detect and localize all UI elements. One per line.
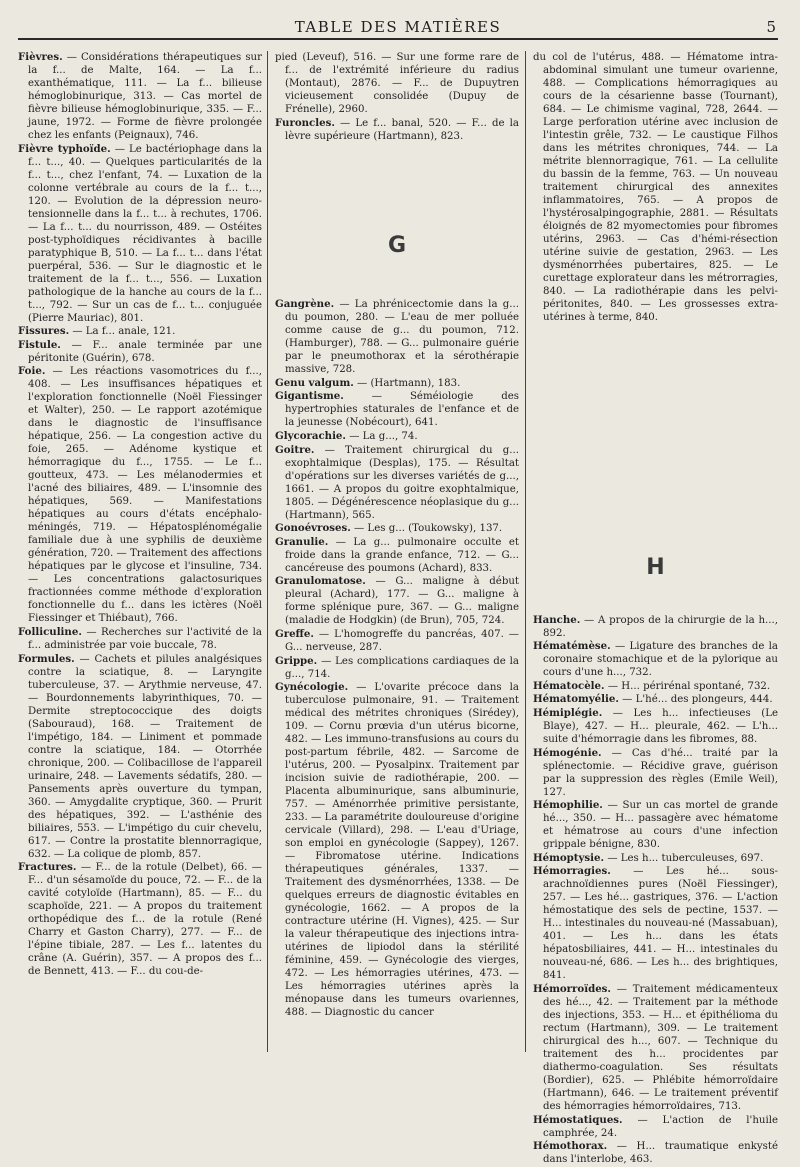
index-entry <box>533 693 778 706</box>
index-entry <box>275 298 519 376</box>
index-entry <box>533 51 778 324</box>
index-term: Fissures. <box>18 325 70 338</box>
entries-col3-top <box>533 51 778 324</box>
index-text: — Considérations thérapeutiques sur la f... de Malte, 164. — La f... exanthématique, 111. — La f... bilieuse hémoglobinurique, 313. — Cas mortel de fièvre bilieuse hémoglobinurique, 335. — F... jaune, 1972. — Forme de fièvre prolongée chez les enfants (Peignaux), 746. <box>28 52 262 141</box>
index-term: Goitre. <box>275 443 315 456</box>
index-text: — La g..., 74. <box>345 430 418 442</box>
index-entry <box>533 852 778 865</box>
index-text: — G... maligne à début pleural (Achard), 177. — G... maligne à forme splénique pure, 367. — G... maligne (maladie de Hodgkin) (de Brun), 705, 724. <box>285 576 519 627</box>
index-text: — Les h... infectieuses (Le Blaye), 427. — H... pleurale, 462. — L'h... suite d'hémorragie dans les fibromes, 88. <box>543 707 778 745</box>
index-entry <box>18 626 262 652</box>
index-term: Hémoptysie. <box>533 851 605 864</box>
index-term: Greffe. <box>275 627 314 640</box>
index-term: Hémogénie. <box>533 746 602 759</box>
index-text: — Les complications cardiaques de la g..., 714. <box>285 655 519 680</box>
index-entry <box>533 983 778 1113</box>
index-entry <box>18 143 262 325</box>
index-text: — L'ovarite précoce dans la tuberculose pulmonaire, 91. — Traitement médical des métrites chroniques (Sirédey), 109. — Cornu prœvia d'un utérus bicorne, 482. — Les immuno-transfusions au cours du post-partum fébrile, 482. — Sarcome de l'utérus, 200. — Pyosalpinx. Traitement par incision suivie de radiothérapie, 200. — Placenta albuminurique, sans albuminurie, 757. — Aménorrhée primitive persistante, 233. — La paramétrite douloureuse d'origine cervicale (Villard), 298. — L'eau d'Uriage, son emploi en gynécologie (Sappey), 1267. — Fibromatose utérine. Indications thérapeutiques générales, 1337. — Traitement des dysménorrhées, 1338. — De quelques erreurs de diagnostic évitables en gynécologie, 1662. — A propos de la contracture utérine (H. Vignes), 425. — Sur la valeur thérapeutique des injections intra-utérines de lipiodol dans la stérilité féminine, 459. — Gynécologie des vierges, 472. — Les hémorragies utérines, 473. — Les hémorragies utérines après la ménopause dans les tumeurs ovariennes, 488. — Diagnostic du cancer <box>285 682 519 1019</box>
index-column-2 <box>275 51 519 1020</box>
index-term: Fièvre typhoïde. <box>18 142 111 155</box>
index-text: — Cachets et pilules analgésiques contre la sciatique, 8. — Laryngite tuberculeuse, 37. — Arythmie nerveuse, 47. — Bourdonnements labyrinthiques, 70. — Dermite streptococcique des doigts (Sabouraud), 168. — Traitement de l'impétigo, 184. — Liniment et pommade contre la sciatique, 184. — Otorrhée chronique, 200. — Colibacillose de l'appareil urinaire, 248. — Lavements sédatifs, 280. — Pansements après ouverture du tympan, 360. — Amygdalite cryptique, 360. — Prurit des hépatiques, 392. — L'asthénie des biliaires, 553. — L'impétigo du cuir chevelu, 617. — Contre la prostatite blennorragique, 632. — La colique de plomb, 857. <box>28 653 262 860</box>
entries-col3-bottom <box>533 614 778 1167</box>
index-term: Gigantisme. <box>275 390 344 403</box>
index-term: Folliculine. <box>18 625 82 638</box>
index-text: — Les réactions vasomotrices du f..., 408. — Les insuffisances hépatiques et l'exploration fonctionnelle (Noël Fiessinger et Walter), 250. — Le rapport azotémique dans le diagnostic de l'insuffisance hépatique, 256. — La congestion active du foie, 265. — Adénome kystique et hémorragique du f..., 1755. — Le f... goutteux, 473. — Les mélanodermies et l'acné des biliaires, 489. — L'insomnie des hépatiques, 569. — Manifestations hépatiques au cours d'états encéphalo-méningés, 719. — Hépatosplénomégalie familiale due à une syphilis de deuxième génération, 720. — Traitement des affections hépatiques par le glycose et l'insuline, 734. — Les concentrations galactosuriques fractionnées comme méthode d'exploration fonctionnelle du f... dans les ictères (Noël Fiessinger et Thiébaut), 766. <box>28 366 262 625</box>
index-entry <box>533 680 778 693</box>
index-text: — Cas d'hé... traité par la splénectomie. — Récidive grave, guérison par la suppression des règles (Emile Weil), 127. <box>543 747 778 798</box>
index-term: Fractures. <box>18 861 77 874</box>
index-text: — Séméiologie des hypertrophies staturales de l'enfance et de la jeunesse (Nobécourt), 641. <box>285 391 519 429</box>
running-title: TABLE DES MATIÈRES <box>294 18 502 36</box>
index-entry <box>18 365 262 625</box>
index-entry <box>18 339 262 365</box>
section-letter-h: H <box>646 554 665 580</box>
index-text: — H... traumatique enkysté dans l'interlobe, 463. <box>543 1141 778 1166</box>
index-term: Granulie. <box>275 535 329 548</box>
section-letter-g: G <box>387 233 407 259</box>
index-text: — Le bactériophage dans la f... t..., 40. — Quelques particularités de la f... t..., chez l'enfant, 74. — Luxation de la colonne vertébrale au cours de la f... t..., 120. — Evolution de la dépression neuro-tensionnelle dans la f... t... à rechutes, 1706. — La f... t... du nourrisson, 489. — Ostéites post-typhoïdiques récidivantes à bacille paratyphique B, 510. — La f... t... dans l'état puerpéral, 536. — Sur le diagnostic et le traitement de la f... t..., 556. — Luxation pathologique de la hanche au cours de la f... t..., 792. — Sur un cas de f... t... conjuguée (Pierre Mauriac), 801. <box>28 143 263 324</box>
index-text: — Le f... banal, 520. — F... de la lèvre supérieure (Hartmann), 823. <box>285 117 519 142</box>
index-term: Hémostatiques. <box>533 1113 623 1126</box>
index-text: pied (Leveuf), 516. — Sur une forme rare de f... de l'extrémité inférieure du radius (Montaut), 2876. — F... de Dupuytren vicieusement consolidée (Dupuy de Frénelle), 2960. <box>275 52 519 115</box>
index-entry <box>275 681 519 1019</box>
index-text: — Les g... (Toukowsky), 137. <box>350 523 503 535</box>
index-term: Hématémèse. <box>533 640 611 653</box>
index-entry <box>533 707 778 746</box>
index-text: — L'hé... des plongeurs, 444. <box>618 694 773 706</box>
index-term: Hémothorax. <box>533 1140 608 1153</box>
entries-col2-top <box>275 51 519 143</box>
index-entry <box>18 861 262 978</box>
index-text: — Ligature des branches de la coronaire stomachique et de la pylorique au cours d'une h..., 732. <box>543 641 778 679</box>
index-entry <box>533 865 778 982</box>
index-term: Fistule. <box>18 338 61 351</box>
index-term: Glycorachie. <box>275 429 346 442</box>
index-entry <box>275 377 519 390</box>
page-header <box>18 12 778 40</box>
index-text: — Les hé... sous-arachnoïdiennes pures (Noël Fiessinger), 257. — Les hé... gastriques, 376. — L'action hémostatique des sels de pectine, 1537. — H... intestinales du nouveau-né (Massabuan), 401. — Les h... dans les états hépatosbiliaires, 441. — H... intestinales du nouveau-né, 686. — Les h... des brightiques, 841. <box>543 866 778 982</box>
index-entry <box>18 325 262 338</box>
index-term: Hémorroïdes. <box>533 982 611 995</box>
index-entry <box>533 747 778 799</box>
index-term: Gangrène. <box>275 298 335 311</box>
index-entry <box>275 430 519 443</box>
index-entry <box>275 536 519 575</box>
index-text: — H... périrénal spontané, 732. <box>604 680 771 692</box>
index-text: — L'action de l'huile camphrée, 24. <box>543 1114 778 1139</box>
index-entry <box>533 1114 778 1140</box>
index-column-1 <box>18 51 262 979</box>
index-term: Hémiplégie. <box>533 706 603 719</box>
index-term: Grippe. <box>275 654 318 667</box>
index-term: Hématomyélie. <box>533 693 619 706</box>
entries-col2-bottom <box>275 298 519 1019</box>
index-term: Gonoévroses. <box>275 522 351 535</box>
index-entry <box>275 655 519 681</box>
index-text: — L'homogreffe du pancréas, 407. — G... nerveuse, 287. <box>285 628 519 653</box>
index-term: Furoncles. <box>275 116 335 129</box>
index-term: Fièvres. <box>18 51 63 63</box>
index-term: Hanche. <box>533 613 581 626</box>
index-entry <box>275 628 519 654</box>
index-text: — Traitement médicamenteux des hé..., 42. — Traitement par la méthode des injections, 353. — H... et épithélioma du rectum (Hartmann), 309. — Le traitement chirurgical des h..., 607. — Technique du traitement des h... procidentes par diathermo-coagulation. Ses résultats (Bordier), 625. — Phlébite hémorroïdaire (Hartmann), 646. — Le traitement préventif des hémorragies hémorroïdaires, 713. <box>543 983 778 1112</box>
index-text: — La g... pulmonaire occulte et froide dans la grande enfance, 712. — G... cancéreuse des poumons (Achard), 833. <box>285 536 519 574</box>
index-entry <box>533 614 778 640</box>
index-entry <box>18 653 262 861</box>
index-term: Formules. <box>18 652 75 665</box>
index-text: — Traitement chirurgical du g... exophtalmique (Desplas), 175. — Résultat d'opérations sur les diverses variétés de g..., 1661. — A propos du goitre exophtalmique, 1805. — Dégénérescence néoplasique du g... (Hartmann), 565. <box>285 444 519 521</box>
index-term: Gynécologie. <box>275 681 349 694</box>
page-number: 5 <box>766 18 776 36</box>
index-term: Hématocèle. <box>533 679 605 692</box>
index-entry <box>275 444 519 522</box>
index-entry <box>275 117 519 143</box>
index-column-3 <box>533 51 778 1167</box>
index-text: — F... anale terminée par une péritonite (Guérin), 678. <box>28 339 262 364</box>
index-entry <box>275 522 519 535</box>
index-term: Granulomatose. <box>275 575 366 588</box>
index-entry <box>533 799 778 851</box>
index-entry <box>275 51 519 116</box>
index-text: — (Hartmann), 183. <box>353 377 461 389</box>
index-entry <box>533 1140 778 1166</box>
index-text: — A propos de la chirurgie de la h..., 892. <box>543 614 778 639</box>
index-text: — Les h... tuberculeuses, 697. <box>604 852 764 864</box>
index-text: — La f... anale, 121. <box>69 326 176 338</box>
column-divider <box>525 51 526 1052</box>
index-term: Foie. <box>18 365 46 378</box>
index-entry <box>275 390 519 429</box>
column-divider <box>267 51 268 1052</box>
index-text: — La phrénicectomie dans la g... du poumon, 280. — L'eau de mer polluée comme cause de g... du poumon, 712. (Hamburger), 788. — G... pulmonaire guérie par le pneumothorax et la sérothérapie massive, 728. <box>285 299 519 376</box>
index-text: — Sur un cas mortel de grande hé..., 350. — H... passagère avec hématome et hématrose au cours d'une infection grippale bénigne, 830. <box>543 800 778 851</box>
index-text: — F... de la rotule (Delbet), 66. — F... d'un sésamoïde du pouce, 72. — F... de la cavité cotyloïde (Hartmann), 85. — F... du scaphoïde, 221. — A propos du traitement orthopédique des f... de la rotule (René Charry et Gaston Charry), 277. — F... de l'épine tibiale, 287. — Les f... latentes du crâne (A. Guérin), 357. — A propos des f... de Bennett, 413. — F... du cou-de- <box>28 862 262 978</box>
index-text: — Recherches sur l'activité de la f... administrée par voie buccale, 78. <box>28 626 262 651</box>
index-term: Hémorragies. <box>533 865 611 878</box>
index-text: du col de l'utérus, 488. — Hématome intra-abdominal simulant une tumeur ovarienne, 488. — Complications hémorragiques au cours de la césarienne basse (Tournant), 684. — Le chimisme vaginal, 728, 2644. — Large perforation utérine avec inclusion de l'intestin grêle, 732. — Le caustique Filhos dans les métrites chroniques, 744. — La métrite blennorragique, 761. — La cellulite du bassin de la femme, 763. — Un nouveau traitement chirurgical des annexites inflammatoires, 765. — A propos de l'hystérosalpingographie, 2881. — Résultats éloignés de 82 myomectomies pour fibromes utérins, 2963. — Cas d'hémi-résection utérine suivie de gestation, 2963. — Les dysménorrhées pubertaires, 825. — Le curettage explorateur dans les métrorragies, 840. — La radiothérapie dans les pelvi-péritonites, 840. — Les grossesses extra-utérines à terme, 840. <box>533 52 778 323</box>
index-entry <box>533 640 778 679</box>
index-entry <box>275 575 519 627</box>
index-term: Hémophilie. <box>533 799 603 812</box>
index-term: Genu valgum. <box>275 376 354 389</box>
index-entry <box>18 51 262 142</box>
entries-col1 <box>18 51 262 978</box>
